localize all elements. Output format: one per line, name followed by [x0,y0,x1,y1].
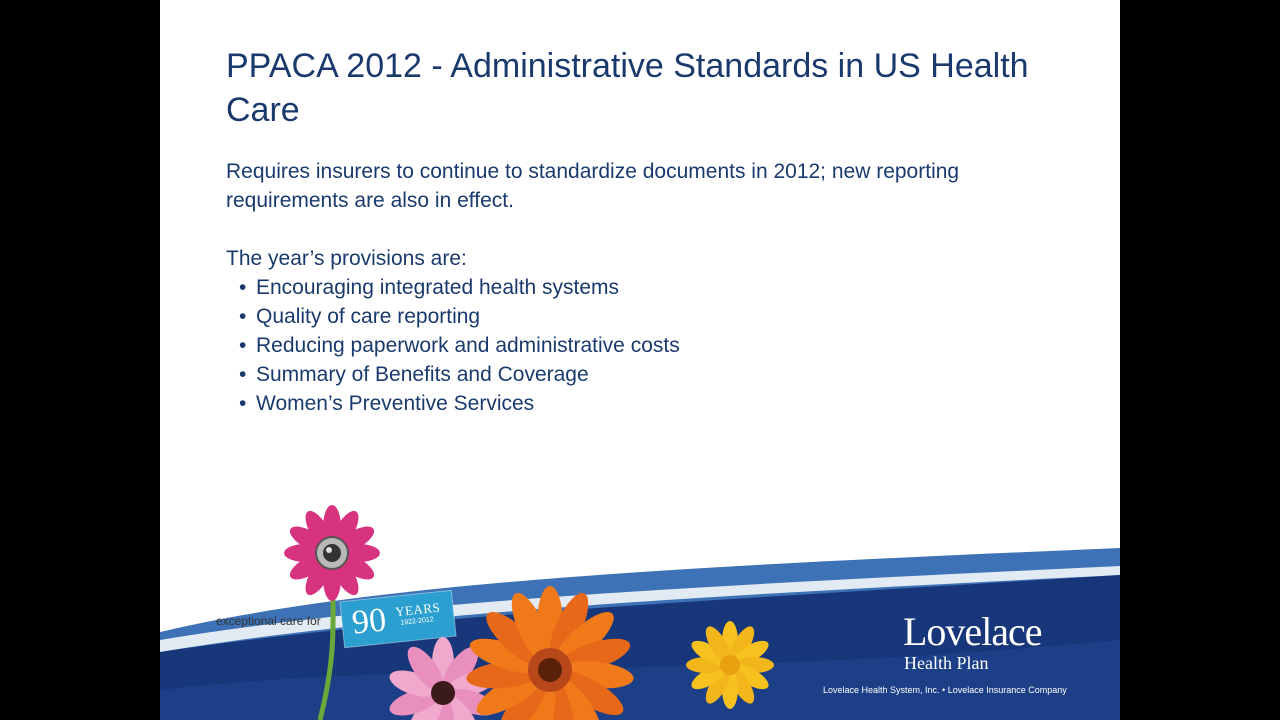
list-item-text: Women’s Preventive Services [256,392,535,415]
list-item-text: Reducing paperwork and administrative costs [256,334,680,357]
badge-years-range: 1922-2012 [400,616,435,627]
bullet-icon: • [239,392,247,415]
badge-label: YEARS [394,599,441,620]
bullet-icon: • [239,276,247,299]
list-item-text: Quality of care reporting [256,305,481,328]
provisions-heading: The year’s provisions are: [226,247,467,270]
bullet-icon: • [239,305,247,328]
badge-number: 90 [350,601,388,642]
brand-companies: Lovelace Health System, Inc. • Lovelace Insurance Company [823,685,1067,695]
tagline: exceptional care for [216,614,321,628]
brand-logo-sub: Health Plan [904,653,989,673]
brand-logo-name: Lovelace [903,609,1042,654]
list-item-text: Encouraging integrated health systems [256,276,620,299]
bullet-icon: • [239,334,247,357]
intro-paragraph: Requires insurers to continue to standardize documents in 2012; new reporting requirements are also in effect. [226,160,960,212]
slide-title: PPACA 2012 - Administrative Standards in US Health Care [226,47,1029,129]
footer-banner [160,0,1120,720]
slide [160,0,1120,720]
list-item-text: Summary of Benefits and Coverage [256,363,589,386]
bullet-icon: • [239,363,247,386]
